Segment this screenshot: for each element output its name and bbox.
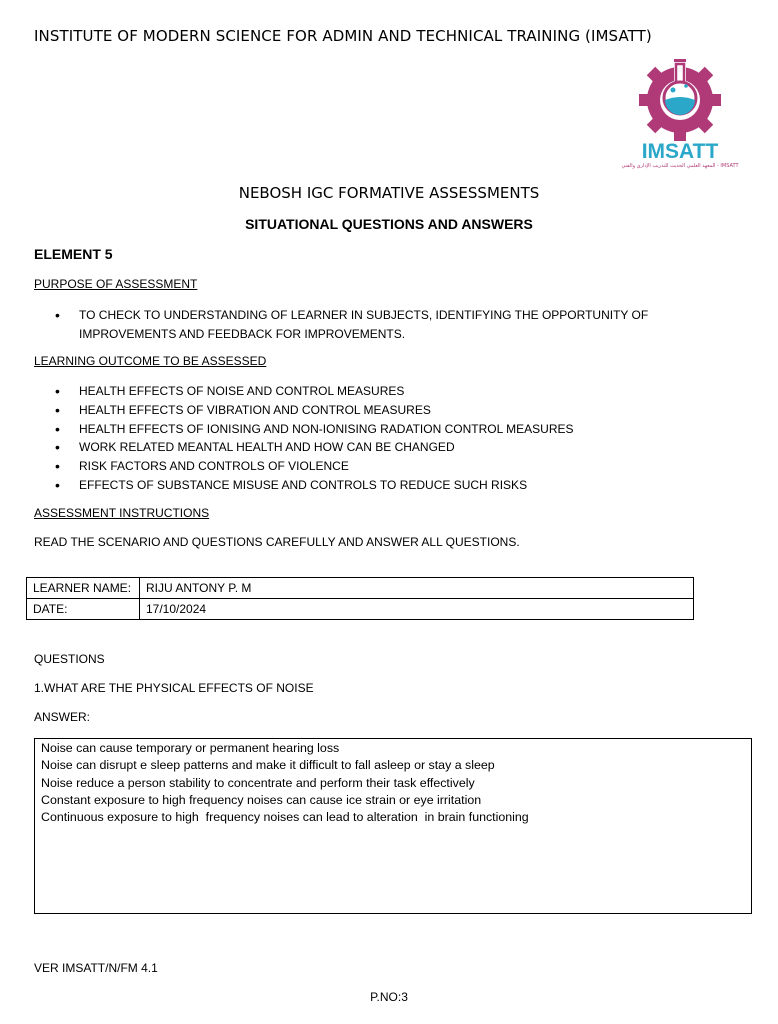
- list-item: • HEALTH EFFECTS OF VIBRATION AND CONTROL MEASURES: [79, 401, 744, 420]
- outcome-heading: LEARNING OUTCOME TO BE ASSESSED: [34, 354, 267, 368]
- date-label: DATE:: [27, 599, 140, 620]
- list-item: • EFFECTS OF SUBSTANCE MISUSE AND CONTROLS TO REDUCE SUCH RISKS: [79, 476, 744, 495]
- list-item: • HEALTH EFFECTS OF NOISE AND CONTROL MEASURES: [79, 382, 744, 401]
- institute-name: INSTITUTE OF MODERN SCIENCE FOR ADMIN AND TECHNICAL TRAINING (IMSATT): [34, 27, 652, 45]
- table-row: [27, 578, 694, 599]
- page-subtitle: SITUATIONAL QUESTIONS AND ANSWERS: [245, 216, 533, 232]
- answer-label: ANSWER:: [34, 710, 91, 724]
- purpose-heading: PURPOSE OF ASSESSMENT: [34, 277, 198, 291]
- instructions-text: READ THE SCENARIO AND QUESTIONS CAREFULLY AND ANSWER ALL QUESTIONS.: [34, 535, 520, 549]
- logo-tagline: المعهد العلمي الحديث للتدريب الإداري والفني - IMSATT: [621, 163, 739, 169]
- element-heading: ELEMENT 5: [34, 246, 113, 262]
- list-item: • HEALTH EFFECTS OF IONISING AND NON-IONISING RADATION CONTROL MEASURES: [79, 420, 744, 439]
- list-item: • RISK FACTORS AND CONTROLS OF VIOLENCE: [79, 457, 744, 476]
- outcome-list: [79, 382, 744, 495]
- questions-heading: QUESTIONS: [34, 652, 105, 666]
- answer-line: Noise reduce a person stability to concentrate and perform their task effectively: [41, 775, 475, 790]
- answer-line: Noise can cause temporary or permanent hearing loss: [41, 741, 340, 755]
- answer-line: Constant exposure to high frequency noises can cause ice strain or eye irritation: [41, 792, 482, 807]
- list-item: • WORK RELATED MEANTAL HEALTH AND HOW CAN BE CHANGED: [79, 438, 744, 457]
- logo-text: IMSATT: [641, 140, 719, 163]
- learner-table: [26, 577, 694, 620]
- page-title: NEBOSH IGC FORMATIVE ASSESSMENTS: [238, 184, 540, 202]
- answer-box[interactable]: [34, 738, 752, 914]
- page-number: P.NO:3: [370, 990, 408, 1004]
- list-item: • TO CHECK TO UNDERSTANDING OF LEARNER IN SUBJECTS, IDENTIFYING THE OPPORTUNITY OF IMPROVEMENTS AND FEEDBACK FOR IMPROVEMENTS.: [79, 306, 744, 344]
- purpose-list: [79, 306, 744, 344]
- learner-name-value: RIJU ANTONY P. M: [140, 578, 694, 599]
- answer-line: Noise can disrupt e sleep patterns and make it difficult to fall asleep or stay a sleep: [41, 758, 495, 773]
- table-row: [27, 599, 694, 620]
- question-text: 1.WHAT ARE THE PHYSICAL EFFECTS OF NOISE: [34, 681, 314, 695]
- imsatt-logo: [621, 58, 739, 170]
- version-footer: VER IMSATT/N/FM 4.1: [34, 961, 158, 975]
- instructions-heading: ASSESSMENT INSTRUCTIONS: [34, 506, 210, 520]
- date-value: 17/10/2024: [140, 599, 694, 620]
- answer-line: Continuous exposure to high frequency noises can lead to alteration in brain functioning: [41, 810, 529, 825]
- learner-name-label: LEARNER NAME:: [27, 578, 140, 599]
